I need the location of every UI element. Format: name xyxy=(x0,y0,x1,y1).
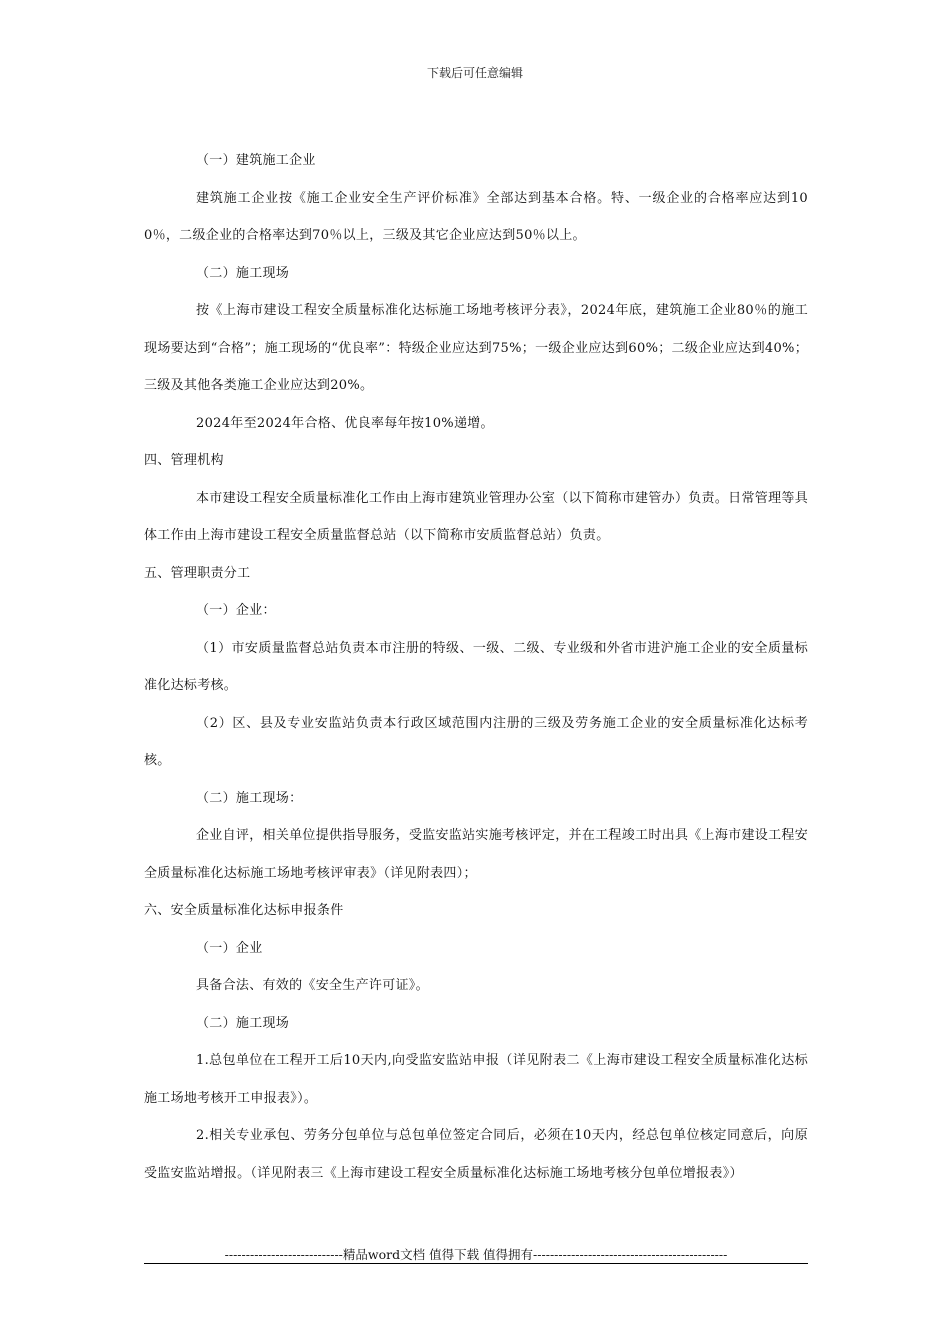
paragraph-1: （一）建筑施工企业 xyxy=(196,153,316,168)
paragraph-4: 按《上海市建设工程安全质量标准化达标施工场地考核评分表》，2024年底，建筑施工企业80％的施工现场要达到“合格”；施工现场的“优良率”：特级企业应达到75%；一级企业应达到60%；二级企业应达到40%；三级及其他各类施工企业应达到20%。 xyxy=(144,303,808,393)
section-heading-6: 六、安全质量标准化达标申报条件 xyxy=(144,903,344,918)
paragraph-17: （二）施工现场 xyxy=(196,1015,290,1031)
paragraph-9: （一）企业： xyxy=(196,603,276,618)
footer-divider xyxy=(144,1263,808,1264)
section-heading-4: 四、管理机构 xyxy=(144,453,224,468)
paragraph-18: 1.总包单位在工程开工后10天内,向受监安监站申报（详见附表二《上海市建设工程安全质量标准化达标施工场地考核开工申报表》）。 xyxy=(144,1053,808,1106)
paragraph-11: （2）区、县及专业安监站负责本行政区域范围内注册的三级及劳务施工企业的安全质量标准化达标考核。 xyxy=(144,715,808,768)
section-heading-5: 五、管理职责分工 xyxy=(144,565,251,581)
paragraph-2: 建筑施工企业按《施工企业安全生产评价标准》全部达到基本合格。特、一级企业的合格率应达到100％，二级企业的合格率达到70％以上，三级及其它企业应达到50％以上。 xyxy=(144,190,808,243)
page-footer: ----------------------------精品word文档 值得下载 值得拥有---------------------------------------------- xyxy=(224,1247,728,1262)
paragraph-3: （二）施工现场 xyxy=(196,265,290,281)
paragraph-19: 2.相关专业承包、劳务分包单位与总包单位签定合同后，必须在10天内，经总包单位核定同意后，向原受监安监站增报。（详见附表三《上海市建设工程安全质量标准化达标施工场地考核分包单位增报表》） xyxy=(144,1128,808,1181)
paragraph-15: （一）企业 xyxy=(196,940,263,956)
page-header: 下载后可任意编辑 xyxy=(426,66,523,80)
document-body xyxy=(144,142,808,1192)
paragraph-7: 本市建设工程安全质量标准化工作由上海市建筑业管理办公室（以下简称市建管办）负责。日常管理等具体工作由上海市建设工程安全质量监督总站（以下简称市安质监督总站）负责。 xyxy=(144,490,808,543)
paragraph-16: 具备合法、有效的《安全生产许可证》。 xyxy=(196,978,429,993)
paragraph-5: 2024年至2024年合格、优良率每年按10%递增。 xyxy=(196,415,494,431)
paragraph-10: （1）市安质量监督总站负责本市注册的特级、一级、二级、专业级和外省市进沪施工企业的安全质量标准化达标考核。 xyxy=(144,640,808,693)
paragraph-12: （二）施工现场： xyxy=(196,790,303,806)
paragraph-13: 企业自评，相关单位提供指导服务，受监安监站实施考核评定，并在工程竣工时出具《上海市建设工程安全质量标准化达标施工场地考核评审表》（详见附表四）； xyxy=(144,828,808,881)
